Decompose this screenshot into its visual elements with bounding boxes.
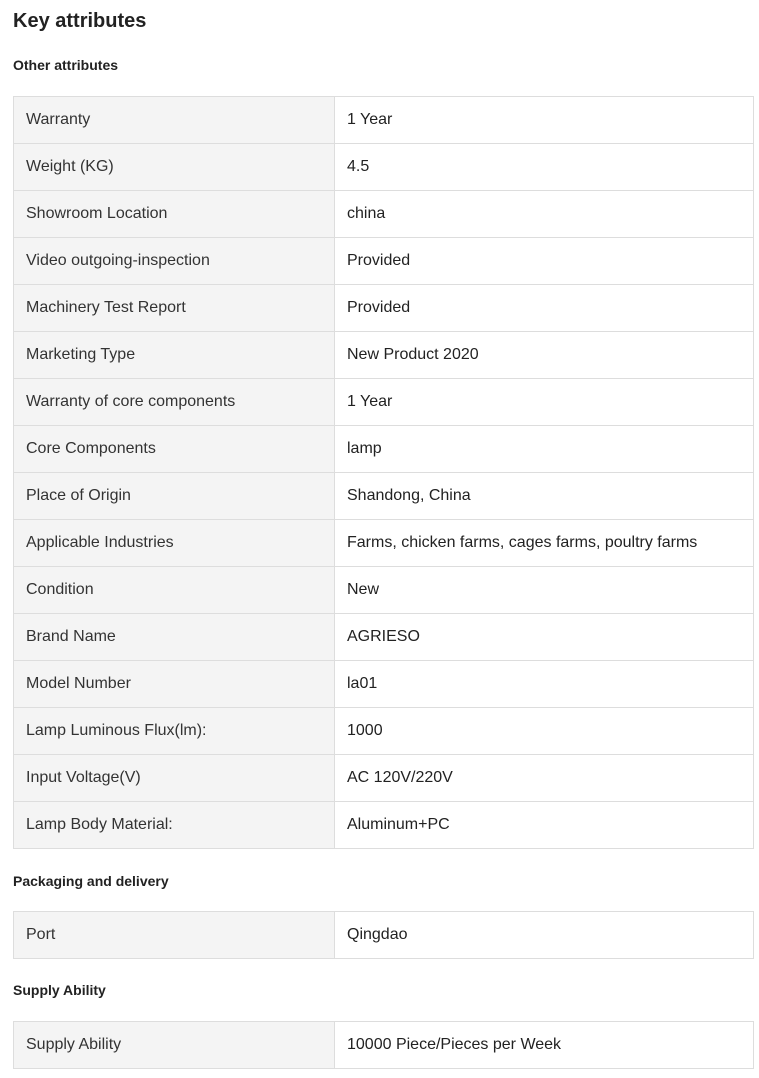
table-row (14, 1022, 754, 1069)
table-row (14, 473, 754, 520)
attribute-value: New (335, 567, 754, 614)
supply-ability-table (13, 1021, 754, 1069)
attribute-key: Supply Ability (14, 1022, 335, 1069)
attribute-key: Warranty (14, 97, 335, 144)
table-row (14, 191, 754, 238)
table-row (14, 426, 754, 473)
table-row (14, 661, 754, 708)
attribute-key: Condition (14, 567, 335, 614)
section-title-supply-ability: Supply Ability (13, 982, 106, 998)
attribute-key: Video outgoing-inspection (14, 238, 335, 285)
packaging-delivery-table (13, 911, 754, 959)
table-row (14, 144, 754, 191)
table-row (14, 332, 754, 379)
table-row (14, 97, 754, 144)
attribute-value: 4.5 (335, 144, 754, 191)
table-row (14, 708, 754, 755)
table-row (14, 285, 754, 332)
key-attributes-panel (13, 0, 754, 1069)
attribute-key: Lamp Luminous Flux(lm): (14, 708, 335, 755)
attribute-key: Core Components (14, 426, 335, 473)
attribute-key: Weight (KG) (14, 144, 335, 191)
attribute-value: AGRIESO (335, 614, 754, 661)
table-row (14, 755, 754, 802)
attribute-value: Aluminum+PC (335, 802, 754, 849)
table-row (14, 379, 754, 426)
attribute-key: Lamp Body Material: (14, 802, 335, 849)
attribute-value: New Product 2020 (335, 332, 754, 379)
attribute-key: Model Number (14, 661, 335, 708)
page-title: Key attributes (13, 10, 147, 32)
table-row (14, 567, 754, 614)
attribute-key: Applicable Industries (14, 520, 335, 567)
attribute-value: Qingdao (335, 912, 754, 959)
other-attributes-table (13, 96, 754, 849)
section-title-packaging-delivery: Packaging and delivery (13, 873, 169, 889)
attribute-value: la01 (335, 661, 754, 708)
table-row (14, 802, 754, 849)
attribute-value: Farms, chicken farms, cages farms, poultry farms (335, 520, 754, 567)
table-row (14, 520, 754, 567)
attribute-value: Provided (335, 238, 754, 285)
attribute-value: 1 Year (335, 97, 754, 144)
section-title-other-attributes: Other attributes (13, 57, 119, 73)
attribute-key: Machinery Test Report (14, 285, 335, 332)
table-row (14, 238, 754, 285)
attribute-value: 10000 Piece/Pieces per Week (335, 1022, 754, 1069)
attribute-value: Shandong, China (335, 473, 754, 520)
attribute-key: Marketing Type (14, 332, 335, 379)
attribute-value: Provided (335, 285, 754, 332)
attribute-value: lamp (335, 426, 754, 473)
table-row (14, 912, 754, 959)
attribute-key: Place of Origin (14, 473, 335, 520)
attribute-key: Brand Name (14, 614, 335, 661)
attribute-key: Input Voltage(V) (14, 755, 335, 802)
attribute-value: china (335, 191, 754, 238)
attribute-value: 1000 (335, 708, 754, 755)
attribute-key: Warranty of core components (14, 379, 335, 426)
attribute-value: AC 120V/220V (335, 755, 754, 802)
attribute-key: Showroom Location (14, 191, 335, 238)
table-row (14, 614, 754, 661)
attribute-key: Port (14, 912, 335, 959)
attribute-value: 1 Year (335, 379, 754, 426)
